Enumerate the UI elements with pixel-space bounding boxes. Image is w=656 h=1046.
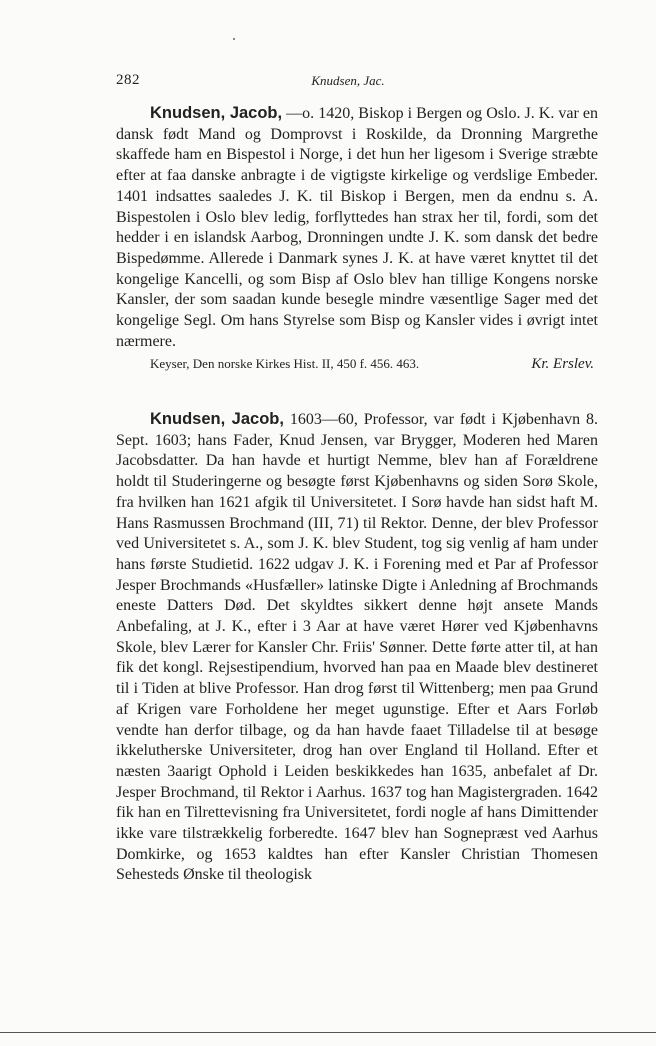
page-number: 282 [116,72,140,88]
entry-knudsen-jacob-bishop [116,103,598,375]
entry-text: 1603—60, Professor, var født i Kjøbenhavn 8. Sept. 1603; hans Fader, Knud Jensen, var Brygger, Moderen hed Maren Jacobsdatter. Da han havde et hurtigt Nemme, blev han af Forældrene holdt til Studeringerne og besøgte først Kjøbenhavns og siden Sorø Skole, fra hvilken han 1621 afgik til Universitetet. I Sorø havde han sidst haft M. Hans Rasmussen Brochmand (III, 71) til Rektor. Denne, der blev Professor ved Universitetet s. A., som J. K. blev Student, tog sig venlig af ham under hans første Studietid. 1622 udgav J. K. i Forening med et Par af Professor Jesper Brochmands «Husfæller» latinske Digte i Anledning af Brochmands eneste Datters Død. Det skyldtes sikkert denne højt ansete Mands Anbefaling, at J. K., efter i 3 Aar at have været Hører ved Kjøbenhavns Skole, blev Lærer for Kansler Chr. Friis' Sønner. Dette førte atter til, at han fik det kongl. Rejsestipendium, hvorved han paa en Maade blev destineret til i Tiden at blive Professor. Han drog først til Wittenberg; men paa Grund af Krigen vare Forholdene her meget ugunstige. Efter et Aars Forløb vendte han derfor tilbage, og da han havde faaet Tilladelse til at besøge ikkelutherske Universiteter, drog han over England til Holland. Efter et næsten 3aarigt Ophold i Leiden beskikkedes han 1635, anbefalet af Dr. Jesper Brochmand, til Rektor i Aarhus. 1637 tog han Magistergraden. 1642 fik han en Tilrettevisning fra Universitetet, fordi nogle af hans Dimittender ikke vare tilstrækkelig forberedte. 1647 blev han Sognepræst ved Aarhus Domkirke, og 1653 kaldtes han efter Kansler Christian Thomesen Sehesteds Ønske til theologisk [116,411,598,884]
running-title: Knudsen, Jac. [311,73,385,88]
page-speck [233,38,235,40]
entry-headword: Knudsen, Jacob, [150,104,283,122]
entry-author: Kr. Erslev. [531,356,594,373]
bottom-edge-line [0,1032,656,1033]
entry-knudsen-jacob-professor [116,409,598,886]
entry-headword: Knudsen, Jacob, [150,410,284,428]
entry-source-line [116,354,598,375]
entry-paragraph [116,409,598,886]
entry-text: —o. 1420, Biskop i Bergen og Oslo. J. K. var en dansk født Mand og Domprovst i Roskilde, da Dronning Margrethe skaffede ham en Bispestol i Norge, i det hun her ligesom i Sverige stræbte efter at faa danske anbragte i de vigtigste kirkelige og verdslige Embeder. 1401 indsattes saaledes J. K. til Biskop i Bergen, men da endnu s. A. Bispestolen i Oslo blev ledig, forflyttedes han strax her til, fordi, som det hedder i en islandsk Aarbog, Dronningen undte J. K. som dansk det bedre Bispedømme. Allerede i Danmark synes J. K. at have været knyttet til det kongelige Kancelli, og som Bisp af Oslo blev han tillige Kongens norske Kansler, der som saadan kunde besegle mindre væsentlige Sager med det kongelige Segl. Om hans Styrelse som Bisp og Kansler vides i øvrigt intet nærmere. [116,105,598,350]
entry-source: Keyser, Den norske Kirkes Hist. II, 450 f. 456. 463. [150,356,420,372]
entry-paragraph [116,103,598,352]
